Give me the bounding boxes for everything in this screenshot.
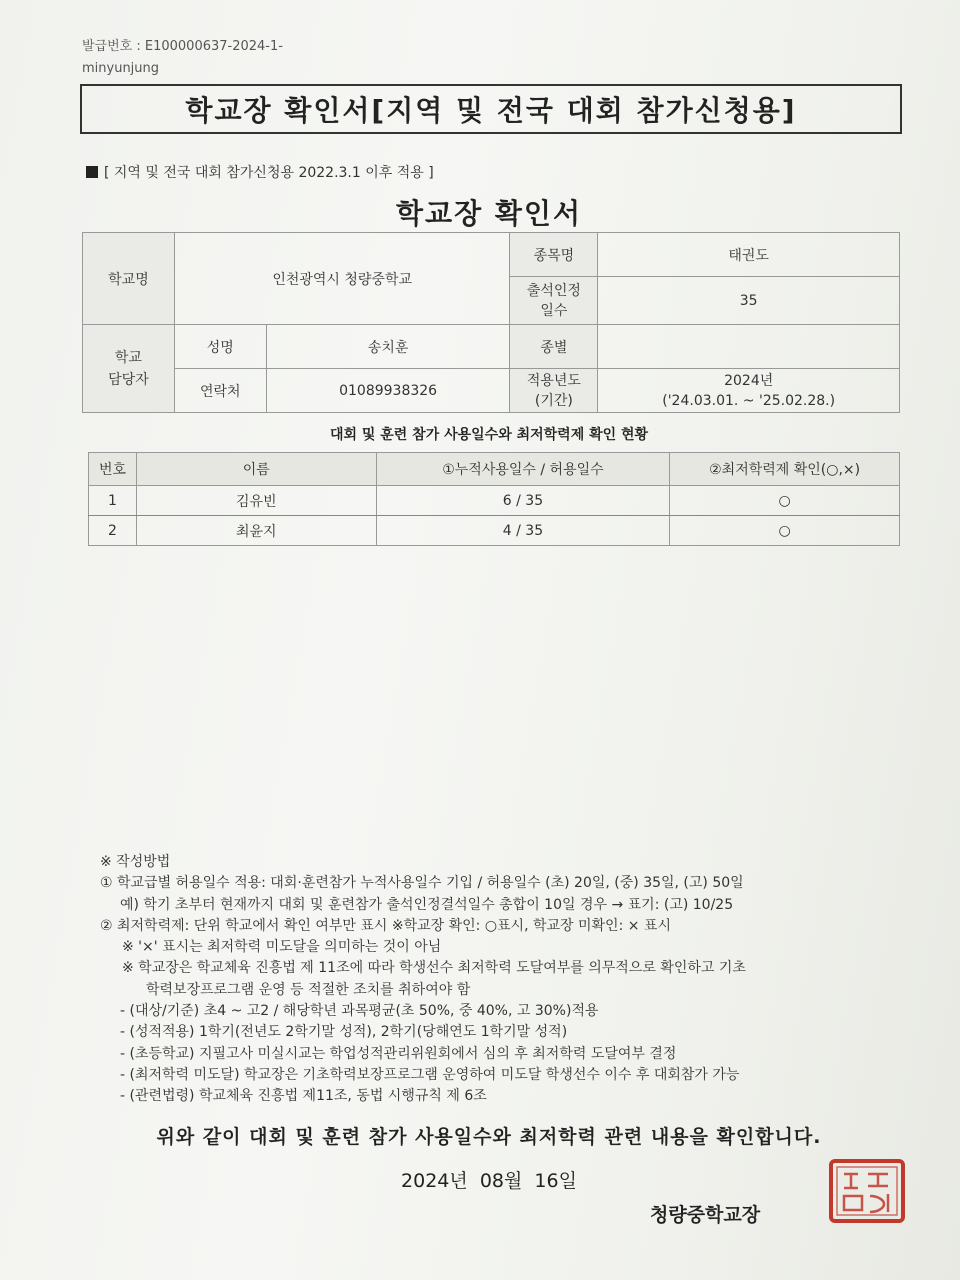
row-days: 6 / 35 <box>376 486 670 516</box>
note-line: - (최저학력 미도달) 학교장은 기초학력보장프로그램 운영하여 미도달 학생선수 이수 후 대회참가 가능 <box>120 1066 740 1083</box>
table-row <box>89 486 900 516</box>
note-line: ※ 학교장은 학교체육 진흥법 제 11조에 따라 학생선수 최저학력 도달여부를 의무적으로 확인하고 기초 <box>122 960 746 977</box>
row-name: 최윤지 <box>136 516 376 546</box>
note-line: 예) 학기 초부터 현재까지 대회 및 훈련참가 출석인정결석일수 총합이 10일 경우 → 표기: (고) 10/25 <box>120 896 734 913</box>
status-title: 대회 및 훈련 참가 사용일수와 최저학력제 확인 현황 <box>329 427 649 443</box>
row-days: 4 / 35 <box>376 516 670 546</box>
official-seal-icon <box>828 1158 906 1224</box>
subheading-text: [ 지역 및 전국 대회 참가신청용 2022.3.1 이후 적용 ] <box>104 165 434 181</box>
row-check: ○ <box>670 516 900 546</box>
square-bullet-icon <box>86 166 98 178</box>
event-value: 태권도 <box>598 233 900 277</box>
info-table <box>82 232 900 413</box>
contact-label: 연락처 <box>174 369 266 413</box>
row-number: 2 <box>89 516 137 546</box>
row-number: 1 <box>89 486 137 516</box>
contact-value: 01089938326 <box>266 369 510 413</box>
note-line: ※ '×' 표시는 최저학력 미도달을 의미하는 것이 아님 <box>122 939 442 956</box>
status-table <box>88 452 900 546</box>
issue-number: 발급번호 : E100000637-2024-1- <box>82 39 283 54</box>
principal-title: 청량중학교장 <box>650 1204 761 1226</box>
header-name: 이름 <box>136 453 376 486</box>
header-days: ①누적사용일수 / 허용일수 <box>376 453 670 486</box>
table-row <box>89 516 900 546</box>
school-label: 학교명 <box>83 233 175 325</box>
note-line: - (초등학교) 지필고사 미실시교는 학업성적관리위원회에서 심의 후 최저학력 도달여부 결정 <box>120 1045 677 1062</box>
header-check: ②최저학력제 확인(○,×) <box>670 453 900 486</box>
document-title: 학교장 확인서 <box>395 197 583 230</box>
category-label: 종별 <box>510 325 598 369</box>
confirmation-statement: 위와 같이 대회 및 훈련 참가 사용일수와 최저학력 관련 내용을 확인합니다. <box>156 1126 822 1148</box>
year-value: 2024년 ('24.03.01. ~ '25.02.28.) <box>598 369 900 413</box>
attendance-value: 35 <box>598 277 900 325</box>
year-label: 적용년도 (기간) <box>510 369 598 413</box>
note-line: - (성적적용) 1학기(전년도 2학기말 성적), 2학기(당해연도 1학기말 성적) <box>120 1024 568 1041</box>
issue-user: minyunjung <box>82 61 160 76</box>
row-name: 김유빈 <box>136 486 376 516</box>
note-line: ② 최저학력제: 단위 학교에서 확인 여부만 표시 ※학교장 확인: ○표시, 학교장 미확인: × 표시 <box>100 917 671 934</box>
note-line: ① 학교급별 허용일수 적용: 대회·훈련참가 누적사용일수 기입 / 허용일수 (초) 20일, (중) 35일, (고) 50일 <box>100 875 744 892</box>
note-line: - (대상/기준) 초4 ~ 고2 / 해당학년 과목평균(초 50%, 중 40%, 고 30%)적용 <box>120 1003 599 1020</box>
category-value <box>598 325 900 369</box>
school-value: 인천광역시 청량중학교 <box>174 233 510 325</box>
note-line: ※ 작성방법 <box>100 854 171 870</box>
note-line: 학력보장프로그램 운영 등 적절한 조치를 취하여야 함 <box>146 981 471 998</box>
main-title-box <box>80 84 902 134</box>
row-check: ○ <box>670 486 900 516</box>
name-label: 성명 <box>174 325 266 369</box>
issue-date: 2024년 08월 16일 <box>401 1170 577 1192</box>
issue-info <box>82 36 283 80</box>
subheading <box>86 162 434 182</box>
main-title: 학교장 확인서[지역 및 전국 대회 참가신청용] <box>185 94 797 127</box>
event-label: 종목명 <box>510 233 598 277</box>
attendance-label: 출석인정 일수 <box>510 277 598 325</box>
header-number: 번호 <box>89 453 137 486</box>
name-value: 송치훈 <box>266 325 510 369</box>
staff-label: 학교 담당자 <box>83 325 175 413</box>
instructions <box>100 852 746 1108</box>
note-line: - (관련법령) 학교체육 진흥법 제11조, 동법 시행규칙 제 6조 <box>120 1088 487 1105</box>
